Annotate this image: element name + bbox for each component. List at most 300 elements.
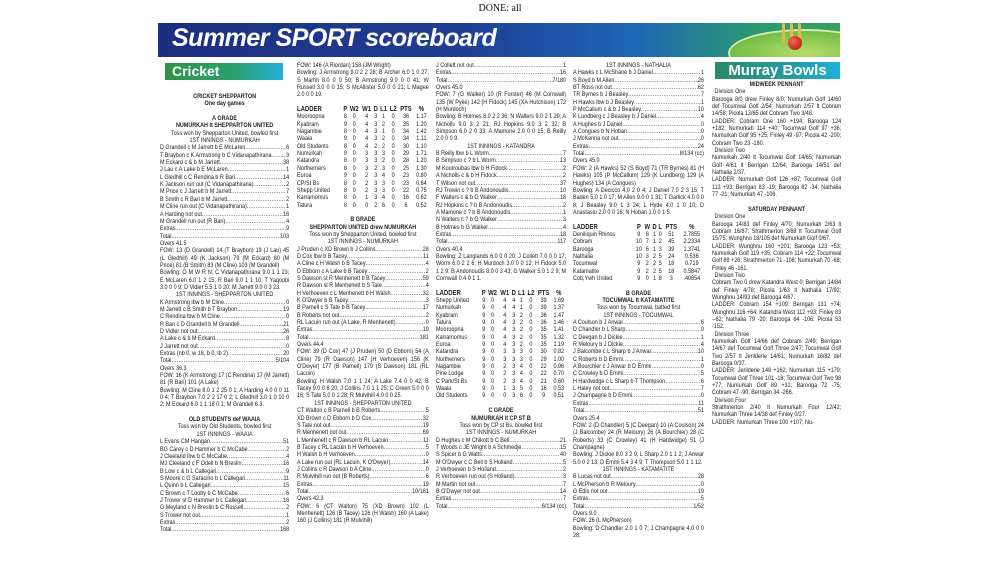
ladder-row bbox=[436, 385, 566, 392]
ladder-cell: 3 bbox=[503, 348, 507, 356]
dot-leader bbox=[482, 451, 560, 458]
row-label: Extras bbox=[297, 326, 313, 334]
ladder-header-cell: D bbox=[511, 289, 516, 297]
ladder-cell: 34 bbox=[402, 128, 410, 136]
row-value: 7/180 bbox=[552, 76, 566, 84]
score-row bbox=[297, 297, 429, 304]
cricket-ball-icon bbox=[788, 36, 802, 50]
row-value: 21 bbox=[560, 436, 566, 444]
ladder-cell: 9 bbox=[482, 326, 486, 334]
dot-leader bbox=[245, 144, 286, 151]
ladder-cell: 9 bbox=[637, 274, 641, 282]
ladder-cell: 2 bbox=[382, 157, 386, 165]
ladder-cell: 51 bbox=[668, 230, 675, 238]
dot-leader bbox=[651, 348, 698, 355]
ladder-cell: 3 bbox=[519, 355, 523, 363]
row-value: 0 bbox=[700, 326, 704, 334]
row-label: A Bourchier c J Anwar b D Emmi bbox=[573, 363, 652, 371]
row-value: 19 bbox=[422, 480, 429, 488]
row-value: 1 bbox=[563, 208, 566, 216]
row-label: RL Lacuin run out (A Lake, R Menhenett) bbox=[297, 319, 396, 327]
row-value: 32 bbox=[422, 414, 429, 422]
row-label: L McPherson b R Meloury bbox=[573, 480, 636, 488]
dot-leader bbox=[623, 356, 701, 363]
subheading: Toss won by Old Students, bowled first bbox=[177, 423, 272, 431]
score-row bbox=[160, 328, 289, 335]
paragraph: Bowling: O M W R N; C Vidanapathirana 9.0 1 1 23; E McLaren 6.0 1 2 15; R Bari 9.0 1 1 10; T Yaqoobi 3.0 0 0 9; D Vidler 5.5 1 0 20; M Jarrett 9.0 0 3 23. bbox=[160, 269, 289, 291]
ladder-cell: 1 bbox=[652, 245, 656, 253]
row-value: 8 bbox=[286, 335, 289, 343]
ladder-cell: 4 bbox=[365, 113, 369, 121]
row-value: 0 bbox=[700, 392, 704, 400]
paragraph: FOW: 26 (L McPherson) bbox=[573, 517, 632, 525]
score-row bbox=[160, 460, 289, 467]
row-value: 1 bbox=[286, 203, 289, 211]
dot-leader bbox=[447, 238, 557, 245]
ladder-cell: 4 bbox=[512, 304, 516, 312]
row-value: 2 bbox=[286, 195, 289, 203]
paragraph: FOW: 2 (D Chandler) 5 (C Deegan) 10 (A Coulson) 24 (J Balcombe) 24 (R Meloury) 26 (A Bourchier) 28 (C Roberts) 33 (C Crowley) 41 (H Hardwidge) 51 (J Champagne) bbox=[573, 421, 704, 451]
row-label: J Collins c R Dawson b A Cline bbox=[297, 465, 372, 473]
row-value: 37 bbox=[560, 179, 566, 187]
row-label: A Nicholls c & b H Fidock bbox=[436, 172, 497, 180]
score-row bbox=[160, 166, 289, 173]
row-label: TR Byrnes b J Beasley bbox=[573, 91, 629, 99]
score-row bbox=[297, 268, 429, 275]
row-value: 0 bbox=[700, 120, 704, 128]
row-label: RJ Trewin c ? b B Andonoudis bbox=[436, 186, 509, 194]
ladder-row bbox=[573, 231, 704, 238]
score-row bbox=[573, 473, 704, 480]
score-row bbox=[160, 196, 289, 203]
ladder-cell: 0 bbox=[352, 142, 356, 150]
dot-leader bbox=[507, 165, 563, 172]
row-label: G Edis not out bbox=[573, 487, 608, 495]
paragraph: Bowling: H Walsh 7.0 1 1 24; A Lake 7.4 0 0 42; B Tacey 9.0 0 6 20; J Collins 7.0 1 1 25; C Green 5.0 0 0 16; S Tate 5.0 0 1 28; R Mulvihill 4.0 0 0 25. bbox=[297, 377, 429, 400]
score-row bbox=[436, 503, 566, 510]
ladder-cell: 3 bbox=[382, 164, 386, 172]
spacer bbox=[712, 199, 841, 206]
paragraph: LADDER: Cobram 154 +109; Berrigan 131 +74; Wunghnu 116 +64; Katandra West 112 +93; Finley 83 --62; Nathalia 79 -20; Barooga 64 -106; Picola 53 -152. bbox=[712, 301, 841, 331]
row-value: 117 bbox=[557, 238, 566, 246]
row-label: Extras bbox=[160, 225, 176, 233]
row-label: A Congues b N Hoban bbox=[573, 128, 628, 136]
ladder-cell: .40854 bbox=[683, 274, 701, 282]
ladder-cell: 5 bbox=[658, 267, 662, 275]
ladder-cell: 2 bbox=[519, 311, 523, 319]
row-label: D Cox lbw b B Tacey bbox=[297, 252, 348, 260]
ladder-cell: 2 bbox=[374, 164, 378, 172]
ladder-cell: 3 bbox=[382, 179, 386, 187]
ladder-row bbox=[297, 172, 429, 179]
ladder-cell: 8 bbox=[343, 128, 347, 136]
row-label: L Quinn b L Callegari bbox=[160, 482, 211, 490]
dot-leader bbox=[513, 459, 564, 466]
ladder-cell: 8 bbox=[343, 157, 347, 165]
ladder-cell: 36 bbox=[540, 319, 547, 327]
paragraph: Bowling: A Decicco 4.0 2 0 4; J Daniel 7.0 2 3 15; T Baden 5.0 1 0 17; M Allen 9.0 0 1 31; T Garlick 4.0 0 0 8; J Beasley 9.0 1 3 24; L Hyde 4.0 1 0 10; D Anastasio 2.0 0 0 16; N Hoban 1.0 0 1 5. bbox=[573, 186, 704, 216]
row-value: 38 bbox=[283, 159, 289, 167]
row-value: 16 bbox=[283, 210, 289, 218]
score-row bbox=[297, 488, 429, 495]
dot-leader bbox=[369, 473, 425, 480]
ladder-cell: 29 bbox=[402, 150, 410, 158]
dot-leader bbox=[171, 357, 275, 364]
ladder-cell: 0 bbox=[491, 304, 495, 312]
ladder-cell: 0.64 bbox=[416, 179, 427, 187]
ladder-cell: 3 bbox=[512, 355, 516, 363]
row-value: 7 bbox=[700, 385, 704, 393]
row-label: B Parnell c S Tate b B Tacey bbox=[297, 304, 366, 312]
paragraph: LADDER: Cobram One 160 +194; Barooga 124 +182; Numurkah 114 +40; Tocumwal Golf 97 +36; Numurkah Golf 95 +25; Finley 49 -97; Picola 42 -200; Cobram Two 23 -180. bbox=[712, 117, 841, 147]
score-row bbox=[160, 438, 289, 445]
ladder-cell: 3 bbox=[658, 245, 662, 253]
ladder-cell: 6 bbox=[382, 201, 386, 209]
ladder-cell: 6 bbox=[404, 201, 408, 209]
ladder-cell: Waaia bbox=[436, 385, 452, 393]
row-label: A Hughes b J Daniel bbox=[573, 120, 623, 128]
row-label: A Hawks c L McShane b J Daniel bbox=[573, 69, 653, 77]
dot-leader bbox=[382, 282, 426, 289]
ladder-cell: 7 bbox=[645, 238, 649, 246]
score-row bbox=[436, 224, 566, 231]
ladder-cell: 30 bbox=[402, 142, 410, 150]
row-label: Extras bbox=[436, 69, 452, 77]
ladder-row bbox=[573, 268, 704, 275]
row-label: Total bbox=[297, 333, 309, 341]
ladder-cell: 0 bbox=[529, 370, 533, 378]
score-row bbox=[160, 152, 289, 159]
subheading: 1ST INNINGS - NUMURKAH bbox=[327, 238, 398, 246]
ladder-row bbox=[297, 157, 429, 164]
ladder-cell: 4 bbox=[503, 319, 507, 327]
ladder-cell: 0 bbox=[491, 319, 495, 327]
column-3 bbox=[436, 62, 566, 567]
dot-leader bbox=[367, 268, 425, 275]
ladder-cell: 1.20 bbox=[416, 157, 427, 165]
ladder-cell: Numurkah bbox=[297, 150, 323, 158]
ladder-cell: 0.5847 bbox=[683, 267, 701, 275]
ladder-cell: 2 bbox=[382, 142, 386, 150]
ladder-row bbox=[436, 363, 566, 370]
ladder-cell: 39 bbox=[540, 297, 547, 304]
score-row bbox=[297, 407, 429, 414]
row-label: R Meloury b J Dickie bbox=[573, 341, 623, 349]
score-row bbox=[436, 77, 566, 84]
ladder-cell: 0 bbox=[365, 201, 369, 209]
row-label: Extras bbox=[436, 495, 452, 503]
row-label: M Koutroubas lbw b H Fidock bbox=[436, 164, 507, 172]
row-label: S Dawson st R Menhenett b B Tacey bbox=[297, 274, 386, 282]
row-value: 51 bbox=[697, 407, 704, 415]
score-row bbox=[160, 159, 289, 166]
dot-leader bbox=[584, 503, 693, 510]
ladder-cell: 9 bbox=[542, 392, 546, 400]
score-row bbox=[436, 495, 566, 502]
ladder-cell: 3 bbox=[503, 355, 507, 363]
ladder-cell: Northerners bbox=[436, 355, 465, 363]
ladder-cell: 0 bbox=[658, 230, 662, 238]
score-row bbox=[297, 451, 429, 458]
ladder-cell: C Park/St Bs bbox=[436, 377, 468, 385]
ladder-header-cell: L bbox=[658, 223, 663, 231]
ladder-cell: 2 bbox=[645, 267, 649, 275]
ladder-cell: 0 bbox=[391, 172, 395, 180]
ladder-cell: 1.00 bbox=[553, 355, 565, 363]
stump-icon bbox=[782, 23, 785, 43]
score-row bbox=[297, 444, 429, 451]
paragraph: LADDER: Jerilderie 148 +162; Numurkah 115 +179; Tocumwal Golf Three 101 -18; Tocumwal Golf Two 98 +77; Numurkah Golf 89 +31; Barooga 72 -75; Cobram 47 -90; Berrigan 34 -266. bbox=[712, 367, 841, 397]
row-label: C Brown c T Looby b C McCabe bbox=[160, 489, 238, 497]
row-label: K Armstrong lbw b M Cline bbox=[160, 298, 225, 306]
ladder-cell: 2 bbox=[652, 252, 656, 260]
row-label: S Boyd b M Allen bbox=[573, 76, 615, 84]
score-row bbox=[436, 459, 566, 466]
score-row bbox=[160, 233, 289, 240]
score-row bbox=[297, 260, 429, 267]
paragraph: Barooga 14/83 def Finley 4/70; Numurkah 2/63 lt Cobram 16/87; Strathmerton 3/68 lt Tocumwal Golf 15/75; Wunghnu 18/105 def Numurkah Golf 0/67. bbox=[712, 220, 841, 243]
row-label: T Woods c JE Wright b A Schmedje bbox=[436, 443, 522, 451]
score-row bbox=[297, 459, 429, 466]
row-value: 69 bbox=[422, 429, 429, 437]
row-value: 6 bbox=[700, 377, 704, 385]
score-row bbox=[297, 334, 429, 341]
row-value: 19 bbox=[422, 326, 429, 334]
paragraph: Overs 40.4 bbox=[436, 245, 463, 253]
ladder-row bbox=[436, 341, 566, 348]
ladder-cell: 4 bbox=[503, 304, 507, 312]
ladder-cell: 9 bbox=[482, 370, 486, 378]
dot-leader bbox=[272, 152, 287, 159]
ladder-cell: 4 bbox=[519, 363, 523, 371]
dot-leader bbox=[623, 319, 701, 326]
dot-leader bbox=[197, 328, 283, 335]
dot-leader bbox=[512, 202, 563, 209]
ladder-row bbox=[297, 143, 429, 150]
column-5 bbox=[712, 81, 841, 567]
ladder-cell: 3 bbox=[512, 385, 516, 393]
dot-leader bbox=[227, 453, 286, 460]
ladder-header-cell: W1 bbox=[362, 106, 372, 114]
score-row bbox=[160, 225, 289, 232]
ladder-cell: 2 bbox=[374, 201, 378, 209]
score-row bbox=[436, 209, 566, 216]
ladder-cell: Tatura bbox=[436, 319, 452, 327]
row-label: L Haley not out bbox=[573, 385, 610, 393]
ladder-cell: 0 bbox=[491, 348, 495, 356]
row-value: 14 bbox=[283, 173, 289, 181]
subheading: 1ST INNINGS - SHEPPARTON UNITED bbox=[314, 399, 412, 407]
row-label: L Menhenett c R Dawson b RL Lacuin bbox=[297, 436, 389, 444]
spacer bbox=[160, 108, 289, 115]
dot-leader bbox=[254, 181, 287, 188]
score-row bbox=[160, 490, 289, 497]
paragraph: Overs 45.0 bbox=[436, 84, 463, 92]
row-label: M O'Dwyer c C Bell b S Holland bbox=[436, 458, 513, 466]
ladder-cell: Tocumwal bbox=[573, 260, 598, 268]
ladder-cell: 3 bbox=[374, 194, 378, 202]
dot-leader bbox=[509, 437, 560, 444]
ladder-cell: 3 bbox=[365, 164, 369, 172]
ladder-cell: CP/St Bs bbox=[297, 179, 320, 187]
ladder-cell: Numurkah bbox=[436, 304, 462, 312]
ladder-header-cell: D bbox=[373, 106, 378, 114]
ladder-cell: Nathalia bbox=[573, 252, 593, 260]
ladder-cell: 0.52 bbox=[416, 201, 427, 209]
row-value: 15 bbox=[560, 443, 566, 451]
score-row bbox=[573, 128, 704, 135]
ladder-cell: 16 bbox=[540, 385, 547, 393]
ladder-cell: 3 bbox=[512, 311, 516, 319]
ladder-cell: 1 bbox=[519, 304, 523, 312]
row-value: 0 bbox=[425, 451, 429, 459]
dot-leader bbox=[651, 363, 700, 370]
paragraph: Bowling: J Armstrong 9.0 2 2 28; B Archer 6.0 1 0 27; S Martin 8.0 0 0 50; B Armstrong 9.0 0 0 41; W Russell 3.0 0 0 15; S McAllister 5.0 0 0 21; L Magee 2.0 0 0 19. bbox=[297, 69, 429, 99]
row-value: 16 bbox=[283, 496, 289, 504]
score-row bbox=[436, 444, 566, 451]
row-label: D Ebborn c A Lake b B Tacey bbox=[297, 267, 368, 275]
row-value: 2 bbox=[286, 504, 289, 512]
dot-leader bbox=[451, 231, 560, 238]
subheading: 1ST INNINGS - TOCUMWAL bbox=[603, 311, 674, 319]
ladder-cell: 2.2334 bbox=[683, 238, 701, 246]
dot-leader bbox=[480, 488, 560, 495]
ladder-cell: 1 bbox=[652, 230, 656, 238]
ladder-cell: 10 bbox=[635, 238, 642, 246]
ladder-row bbox=[573, 238, 704, 245]
subheading: 1ST INNINGS - NUMURKAH bbox=[465, 429, 537, 437]
dot-leader bbox=[388, 437, 423, 444]
spacer bbox=[160, 409, 289, 416]
row-value: 0 bbox=[700, 128, 704, 136]
dot-leader bbox=[451, 495, 563, 502]
row-value: 2 bbox=[425, 311, 429, 319]
ladder-cell: 2 bbox=[519, 326, 523, 334]
ladder-table bbox=[297, 106, 429, 209]
row-label: B Reilly lbw b L Worm bbox=[436, 150, 489, 158]
ladder-cell: 0 bbox=[529, 304, 533, 312]
row-value: 168 bbox=[280, 526, 289, 534]
score-row bbox=[160, 174, 289, 181]
score-row bbox=[573, 77, 704, 84]
score-row bbox=[297, 326, 429, 333]
ladder-cell: 3 bbox=[512, 333, 516, 341]
ladder-cell: 24 bbox=[668, 252, 675, 260]
row-value: 18 bbox=[560, 230, 566, 238]
ladder-cell: 5 bbox=[658, 260, 662, 268]
ladder-cell: 0 bbox=[352, 157, 356, 165]
ladder-cell: 1.37 bbox=[553, 304, 565, 312]
score-row bbox=[436, 62, 566, 69]
ladder-cell: 3 bbox=[365, 157, 369, 165]
ladder-cell: 0.62 bbox=[416, 194, 427, 202]
ladder-cell: 9 bbox=[482, 355, 486, 363]
dot-leader bbox=[521, 444, 560, 451]
ladder-cell: 1.10 bbox=[416, 142, 427, 150]
ladder-header-row bbox=[297, 106, 429, 113]
ladder-header-cell: L2 bbox=[389, 106, 397, 114]
row-label: C Rendina lbw b M Cline bbox=[160, 313, 220, 321]
paragraph: Bowling: D Chandler 2.0 1 0 7; J Champagne 4.0 0 0 28; bbox=[573, 524, 704, 539]
column-1 bbox=[160, 93, 289, 567]
dot-leader bbox=[339, 312, 425, 319]
paragraph: Numurkah Golf 14/66 def Cobram 2/49; Berrigan 14/67 def Tocumwal Golf Three 2/47; Tocumwal Golf Two 2/57 lt Jerilderie 14/61; Numurkah 16/82 def Barooga 0/37. bbox=[712, 338, 841, 368]
row-label: G Meyland c N Breslin b C Russell bbox=[160, 504, 244, 512]
row-value: 2 bbox=[286, 518, 289, 526]
paragraph: Bowling: B Holmes 8.0 2 2 36; N Walters 9.0 2 1 29; A Nicholls 9.0 3 2 21; RJ Hopkins 9.0 3 2 32; B Simpson 6.0 2 0 33; A Mamone 2.0 0 0 15; B Reilly 2.0 0 0 9. bbox=[436, 113, 566, 143]
row-value: 9 bbox=[286, 467, 289, 475]
row-label: B Low c & b L Callegari bbox=[160, 467, 217, 475]
ladder-cell: 3 bbox=[512, 319, 516, 327]
ladder-header-cell: P bbox=[343, 106, 348, 114]
score-row bbox=[160, 526, 289, 533]
ladder-cell: 35 bbox=[540, 326, 547, 334]
dot-leader bbox=[245, 475, 283, 482]
ladder-cell: 9 bbox=[343, 135, 347, 143]
row-label: J Jarrett not out bbox=[160, 342, 198, 350]
row-value: 2 bbox=[563, 172, 566, 180]
section-heading: MIDWEEK PENNANT bbox=[749, 81, 804, 88]
dot-leader bbox=[175, 519, 286, 526]
ladder-cell: 35 bbox=[540, 333, 547, 341]
ladder-cell: Mooroopna bbox=[297, 113, 325, 121]
ladder-cell: 0 bbox=[529, 392, 533, 400]
section-heading: NUMURKAH lt CP ST B bbox=[471, 414, 531, 422]
ladder-row bbox=[297, 202, 429, 209]
ladder-cell: 1.3741 bbox=[683, 245, 701, 253]
page-banner bbox=[158, 23, 840, 57]
ladder-cell: 9 bbox=[482, 304, 486, 312]
ladder-cell: 0 bbox=[529, 348, 533, 356]
ladder-cell: 0 bbox=[352, 186, 356, 194]
ladder-cell: Cobram bbox=[573, 238, 593, 246]
ladder-cell: 0 bbox=[391, 120, 395, 128]
ladder-cell: Shepp United bbox=[436, 297, 469, 304]
division-label: Division One bbox=[714, 88, 746, 96]
row-label: K O'Dwyer b B Tacey bbox=[297, 297, 349, 304]
dot-leader bbox=[489, 150, 563, 157]
division-label: Division Four bbox=[714, 396, 747, 404]
ladder-cell: 8 bbox=[658, 274, 662, 282]
dot-leader bbox=[588, 495, 700, 502]
ladder-row bbox=[436, 370, 566, 377]
row-value: 2 bbox=[286, 181, 289, 189]
score-row bbox=[297, 415, 429, 422]
dot-leader bbox=[380, 407, 425, 414]
row-value: 4 bbox=[425, 260, 429, 268]
subheading: Toss won by Tocumwal, batted first bbox=[596, 304, 681, 312]
ladder-cell: 9 bbox=[482, 363, 486, 371]
ladder-cell: Karramomus bbox=[297, 194, 329, 202]
section-heading: A GRADE bbox=[212, 115, 238, 123]
row-label: L Gledhill c C Rendina b R Bari bbox=[160, 173, 235, 181]
ladder-cell: 0 bbox=[352, 120, 356, 128]
row-label: B Holmes b G Walker bbox=[436, 223, 489, 231]
row-value: 19 bbox=[422, 421, 429, 429]
row-label: J Trower st D Hammer b L Callegari bbox=[160, 496, 247, 504]
score-row bbox=[436, 172, 566, 179]
dot-leader bbox=[497, 172, 563, 179]
row-value: 62 bbox=[697, 84, 704, 92]
row-label: N Walters c ? b G Walker bbox=[436, 216, 497, 224]
spacer bbox=[297, 99, 429, 106]
ladder-row bbox=[436, 319, 566, 326]
paragraph: Overs 25.4 bbox=[573, 414, 600, 422]
row-label: R Verhoeven run out (S Holland) bbox=[436, 473, 515, 481]
paragraph: FOW: 39 (D Cox) 47 (J Pruden) 50 (D Ebborn) 54 (A Cline) 79 (R Dawson) 147 (H Verhoeven) 156 (K O'Dwyer) 177 (B Parnell) 179 (S Dawson) 181 (RL Lacuin) bbox=[297, 348, 429, 378]
row-label: A Cline c H Walsh b B Tacey bbox=[297, 260, 366, 268]
row-label: T Braybon c K Armstrong b C Vidanapathirana bbox=[160, 151, 272, 159]
